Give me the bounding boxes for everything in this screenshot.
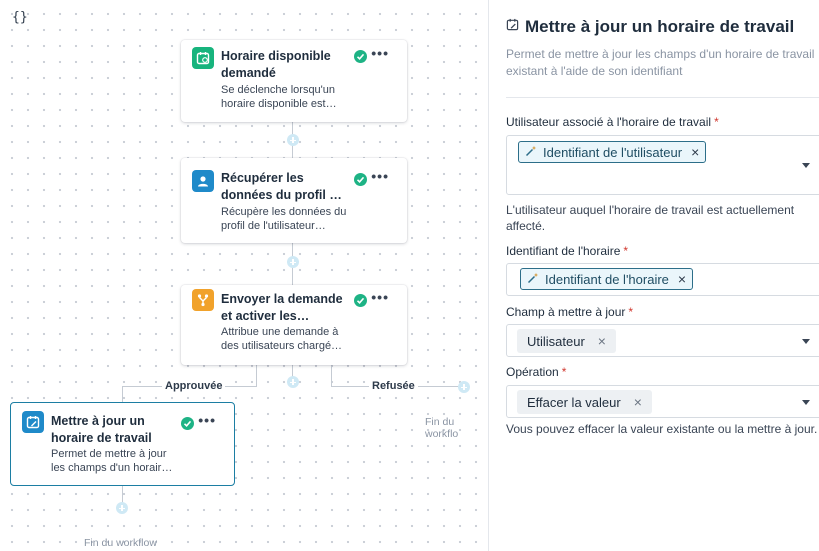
user-profile-icon — [192, 170, 214, 192]
add-step-button[interactable] — [287, 376, 299, 388]
more-options-icon[interactable]: ••• — [198, 412, 216, 428]
calendar-edit-icon — [506, 18, 519, 36]
user-field[interactable] — [506, 135, 819, 195]
connector — [122, 386, 123, 402]
add-step-button[interactable] — [116, 502, 128, 514]
required-marker: * — [714, 115, 719, 129]
step-config-panel — [488, 0, 819, 551]
chevron-down-icon[interactable] — [802, 339, 810, 344]
required-marker: * — [623, 244, 629, 258]
user-field-hint: L'utilisateur auquel l'horaire de travail est actuellement affecté. — [506, 203, 795, 233]
user-field-label: Utilisateur associé à l'horaire de travail * — [506, 115, 719, 129]
more-options-icon[interactable]: ••• — [371, 168, 389, 184]
workflow-node-trigger[interactable] — [181, 40, 407, 122]
workflow-node-get-profile[interactable] — [181, 158, 407, 243]
check-icon — [354, 50, 367, 63]
connector — [331, 365, 332, 387]
more-options-icon[interactable]: ••• — [371, 45, 389, 61]
panel-subtitle: Permet de mettre à jour les champs d'un horaire de travail existant à l'aide de son identifiant — [506, 47, 815, 78]
schedule-id-label: Identifiant de l'horaire * — [506, 244, 629, 258]
field-to-update-label: Champ à mettre à jour * — [506, 305, 634, 319]
end-of-workflow-label: Fin du workflow — [84, 537, 157, 549]
node-description: Permet de mettre à jour les champs d'un horair… — [51, 448, 173, 474]
variable-tag[interactable]: Identifiant de l'horaire × — [520, 268, 693, 290]
magic-wand-icon — [527, 272, 539, 287]
connector — [256, 365, 257, 387]
branch-icon — [192, 289, 214, 311]
magic-wand-icon — [525, 145, 537, 160]
node-description: Attribue une demande à des utilisateurs chargé… — [221, 326, 343, 352]
add-step-button[interactable] — [287, 134, 299, 146]
workflow-node-send-request[interactable] — [181, 285, 407, 365]
node-description: Récupère les données du profil de l'utilisateur… — [221, 206, 347, 232]
selected-value-tag[interactable]: Effacer la valeur × — [517, 390, 652, 414]
check-icon — [354, 294, 367, 307]
workflow-node-update-schedule[interactable] — [10, 402, 235, 486]
node-description: Se déclenche lorsqu'un horaire disponible est… — [221, 84, 337, 110]
operation-label: Opération * — [506, 365, 567, 379]
variable-tag[interactable]: Identifiant de l'utilisateur × — [518, 141, 706, 163]
remove-tag-icon[interactable]: × — [691, 144, 700, 160]
operation-hint: Vous pouvez effacer la valeur existante ou la mettre à jour. — [506, 422, 818, 436]
more-options-icon[interactable]: ••• — [371, 289, 389, 305]
selected-value-tag[interactable]: Utilisateur × — [517, 329, 616, 353]
branch-label-refused: Refusée — [369, 380, 418, 392]
node-title: Mettre à jour un horaire de travail — [51, 414, 152, 445]
check-icon — [181, 417, 194, 430]
add-step-button[interactable] — [458, 381, 470, 393]
panel-header — [506, 17, 794, 37]
operation-select[interactable] — [506, 385, 819, 418]
calendar-clock-icon — [192, 47, 214, 69]
required-marker: * — [561, 365, 567, 379]
node-title: Récupérer les données du profil … — [221, 171, 342, 202]
branch-label-approved: Approuvée — [162, 380, 225, 392]
remove-tag-icon[interactable]: × — [633, 394, 642, 410]
calendar-edit-icon — [22, 411, 44, 433]
remove-tag-icon[interactable]: × — [597, 333, 606, 349]
chevron-down-icon[interactable] — [802, 163, 810, 168]
schedule-id-field[interactable] — [506, 263, 819, 296]
required-marker: * — [628, 305, 634, 319]
node-title: Envoyer la demande et activer les… — [221, 292, 343, 323]
chevron-down-icon[interactable] — [802, 400, 810, 405]
check-icon — [354, 173, 367, 186]
add-step-button[interactable] — [287, 256, 299, 268]
remove-tag-icon[interactable]: × — [677, 271, 687, 287]
divider — [506, 97, 819, 98]
node-title: Horaire disponible demandé — [221, 49, 331, 80]
end-of-workflow-label: Fin du workflo — [425, 416, 459, 440]
field-to-update-select[interactable] — [506, 324, 819, 357]
panel-title: Mettre à jour un horaire de travail — [525, 17, 795, 36]
variables-button[interactable]: {} — [12, 10, 28, 25]
